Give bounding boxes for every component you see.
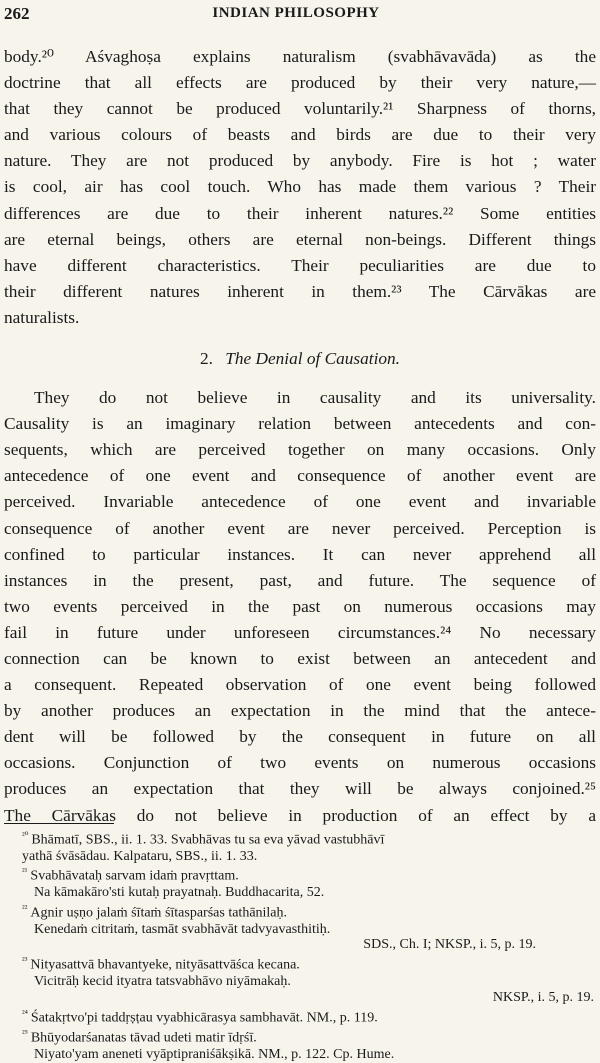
text-line: instances in the present, past, and future. The sequence of <box>4 570 596 590</box>
paragraph-causation <box>4 385 596 829</box>
text-line: have different characteristics. Their peculiarities are due to <box>4 255 596 275</box>
footnote-text: Na kāmakāro'sti kutaḥ prayatnaḥ. Buddhacarita, 52. <box>34 885 325 901</box>
text-line: sequents, which are perceived together on many occasions. Only <box>4 440 596 460</box>
footnote-mark: ²¹ <box>22 866 28 877</box>
footnote-mark: ²² <box>22 902 28 913</box>
footnote-20 <box>22 828 596 864</box>
text-line: nature. They are not produced by anybody. Fire is hot ; water <box>4 151 596 171</box>
footnote-22 <box>22 901 596 953</box>
text-line: The Cārvākas do not believe in production of an effect by a <box>4 805 596 825</box>
text-line: naturalists. <box>4 307 80 327</box>
text-line: by another produces an expectation in the mind that the antece- <box>4 701 596 721</box>
text-line: consequence of another event are never perceived. Perception is <box>4 518 596 538</box>
footnote-text: Śatakṛtvo'pi taddṛṣṭau vyabhicārasya sambhavāt. NM., p. 119. <box>30 1010 378 1026</box>
footnotes <box>22 828 596 1063</box>
footnote-text: Agnir uṣṇo jalaṁ śītaṁ śītasparśas tathānilaḥ. <box>30 905 288 921</box>
section-number: 2. <box>199 349 213 369</box>
text-line: differences are due to their inherent natures.²² Some entities <box>4 203 596 223</box>
footnote-text: Niyato'yam aneneti vyāptipraniśākṣikā. NM., p. 122. Cp. Hume. <box>34 1046 395 1062</box>
text-line: confined to particular instances. It can never apprehend all <box>4 544 596 564</box>
text-line: dent will be followed by the consequent in future on all <box>4 727 596 747</box>
footnote-text: Vicitrāḥ kecid ityatra tatsvabhāvo niyāmakaḥ. <box>34 973 291 989</box>
page-header <box>4 4 588 28</box>
paragraph-naturalism <box>4 44 596 331</box>
text-line: their different natures inherent in them.²³ The Cārvākas are <box>4 281 596 301</box>
footnote-text: Nityasattvā bhavantyeke, nityāsattvāśca kecana. <box>30 957 300 973</box>
footnote-23 <box>22 953 596 1005</box>
footnote-text: Bhāmatī, SBS., ii. 1. 33. Svabhāvas tu sa eva yāvad vastubhāvī <box>31 832 385 848</box>
text-line: antecedence of one event and consequence of another event are <box>4 466 596 486</box>
footnote-mark: ²⁵ <box>22 1028 28 1039</box>
text-line: Causality is an imaginary relation between antecedents and con- <box>4 414 596 434</box>
text-line: body.²⁰ Aśvaghoṣa explains naturalism (svabhāvavāda) as the <box>4 47 596 66</box>
footnote-text: Svabhāvataḥ sarvam idaṁ pravṛttam. <box>30 869 239 885</box>
footnote-mark: ²⁰ <box>22 830 29 840</box>
text-line: produces an expectation that they will be always conjoined.²⁵ <box>4 779 596 799</box>
footnote-mark: ²⁴ <box>22 1007 28 1018</box>
text-line: and various colours of beasts and birds are due to their very <box>4 125 596 145</box>
text-line: a consequent. Repeated observation of one event being followed <box>4 675 596 695</box>
footnote-text: Kenedaṁ citritaṁ, tasmāt svabhāvāt tadvyavasthitiḥ. <box>34 921 331 937</box>
text-line: that they cannot be produced voluntarily.²¹ Sharpness of thorns, <box>4 99 596 119</box>
text-line: connection can be known to exist between an antecedent and <box>4 648 596 668</box>
footnote-text: Bhūyodarśanatas tāvad udeti matir īdṛśī. <box>30 1030 257 1046</box>
page-number: 262 <box>4 4 30 23</box>
footnote-source: NKSP., i. 5, p. 19. <box>492 989 594 1005</box>
section-heading <box>4 349 596 369</box>
footnote-21 <box>22 864 596 900</box>
footnote-text: yathā śvāsādau. Kalpataru, SBS., ii. 1. 33. <box>22 848 258 864</box>
running-title: INDIAN PHILOSOPHY <box>212 5 380 21</box>
footnote-25 <box>22 1026 596 1062</box>
text-line: two events perceived in the past on numerous occasions may <box>4 596 596 616</box>
text-line: perceived. Invariable antecedence of one event and invariable <box>4 492 596 512</box>
text-line: are eternal beings, others are eternal non-beings. Different things <box>4 229 596 249</box>
section-title: The Denial of Causation. <box>225 349 401 369</box>
footnote-24 <box>22 1006 596 1027</box>
text-line: is cool, air has cool touch. Who has made them various ? Their <box>4 177 596 197</box>
text-line: fail in future under unforeseen circumstances.²⁴ No necessary <box>4 622 596 642</box>
text-line: occasions. Conjunction of two events on numerous occasions <box>4 753 596 773</box>
main-text <box>4 44 596 829</box>
footnote-mark: ²³ <box>22 955 28 966</box>
text-line: doctrine that all effects are produced by their very nature,— <box>4 73 596 93</box>
text-line: They do not believe in causality and its universality. <box>34 388 596 408</box>
footnote-source: SDS., Ch. I; NKSP., i. 5, p. 19. <box>363 937 536 953</box>
footnote-rule <box>4 823 114 824</box>
